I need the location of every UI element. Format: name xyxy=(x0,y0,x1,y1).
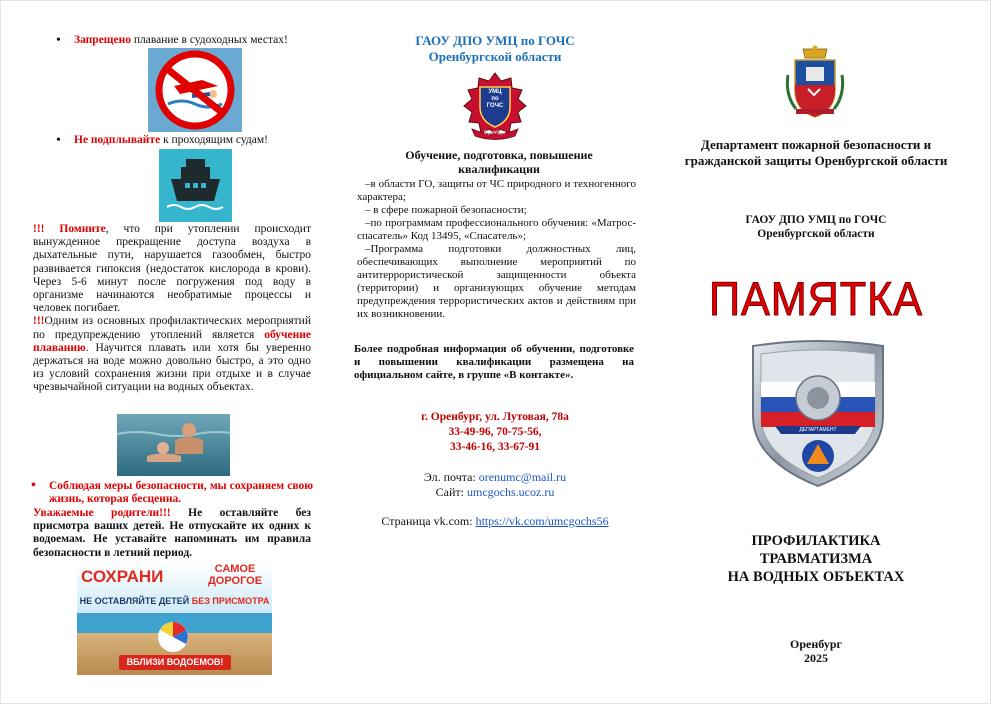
training-item: ‒ в сфере пожарной безопасности; xyxy=(365,204,527,216)
topic-title: ПРОФИЛАКТИКА ТРАВМАТИЗМА НА ВОДНЫХ ОБЪЕКТАХ xyxy=(727,533,905,585)
memo-title: ПАМЯТКА xyxy=(708,272,924,325)
rule-no-approaching-ships: • Не подплывайте к проходящим судам! xyxy=(74,134,324,146)
drowning-warning-text xyxy=(33,223,311,395)
right-org-name: ГАОУ ДПО УМЦ по ГОЧС Оренбургской области xyxy=(745,214,887,240)
prevention-paragraph: !!!Одним из основных профилактических мероприятий по предупреждению утоплений является обучение плаванию. Научится плавать или хотя бы уверенно держаться на воде можно довольно быстро, а это одно из условий сохранения жизни при отдыхе и в случае чрезвычайной ситуации на водных объектах. xyxy=(33,315,311,394)
ship-sign-image xyxy=(159,149,232,222)
rule-no-swimming: • Запрещено плавание в судоходных местах! xyxy=(74,34,324,46)
training-item: ‒по программам профессионального обучения: «Матрос-спасатель» Код 13495, «Спасатель»; xyxy=(357,217,636,242)
swimming-lesson-photo xyxy=(117,414,230,476)
email-link[interactable]: orenumc@mail.ru xyxy=(478,470,567,484)
poster-dont-leave: НЕ ОСТАВЛЯЙТЕ ДЕТЕЙ БЕЗ ПРИСМОТРА xyxy=(79,596,270,606)
vk-link[interactable]: https://vk.com/umcgochs56 xyxy=(475,514,609,528)
parents-paragraph: Уважаемые родители!!! Не оставляйте без присмотра ваших детей. Не отпускайте их одних к водоемам. Не уставайте напоминать им правила безопасности в летний период. xyxy=(33,507,311,559)
site-link[interactable]: umcgochs.ucoz.ru xyxy=(467,485,555,499)
remember-paragraph: !!! Помните, что при утоплении происходит вынужденное прекращение доступа воздуха в дыхательные пути, нарушается газообмен, быстро развивается гипоксия (недостаток кислорода в крови). Через 5-6 минут после погружения под воду в организме начинаются необратимые процессы и человек погибает. xyxy=(33,223,311,315)
left-column xyxy=(31,1,316,703)
more-info-text: Более подробная информация об обучении, подготовке и повышении квалификации размещена на официальном сайте, в группе «В контакте». xyxy=(354,343,634,381)
email-line: Эл. почта: orenumc@mail.ru xyxy=(423,470,567,484)
poster-most-precious: САМОЕ ДОРОГОЕ xyxy=(207,563,263,587)
middle-column xyxy=(354,1,636,703)
poster-near-water: ВБЛИЗИ ВОДОЕМОВ! xyxy=(126,657,224,667)
department-name: Департамент пожарной безопасности и гражданской защиты Оренбургской области xyxy=(684,137,948,168)
umc-gochs-emblem xyxy=(458,71,532,141)
no-swimming-sign-image xyxy=(148,48,242,132)
city-year: Оренбург 2025 xyxy=(790,637,842,665)
emblem-text: УМЦ по ГОЧС xyxy=(486,89,504,109)
training-item: ‒в области ГО, защиты от ЧС природного и техногенного характера; xyxy=(357,178,636,203)
middle-org-name: ГАОУ ДПО УМЦ по ГОЧС Оренбургской области xyxy=(415,33,575,64)
shield-ribbon: ДЕПАРТАМЕНТ xyxy=(799,427,837,433)
child-safety-poster xyxy=(77,563,272,675)
contact-address: г. Оренбург, ул. Лутовая, 78а 33-49-96, 70-75-56, 33-46-16, 33-67-91 xyxy=(421,411,569,453)
orenburg-coat-of-arms xyxy=(784,45,846,121)
right-column xyxy=(676,1,956,703)
training-list xyxy=(357,178,636,321)
civil-defense-shield xyxy=(749,338,887,488)
training-title: Обучение, подготовка, повышение квалификации xyxy=(405,148,593,176)
training-item: ‒Программа подготовки должностных лиц, обеспечивающих выполнение мероприятий по антитеррористической защищенности объекта (территории) и организующих обучение методам предупреждения террористических актов и действиям при их возникновении. xyxy=(357,243,636,320)
contact-online xyxy=(354,470,636,500)
emblem-ribbon: Оренбург xyxy=(483,130,506,136)
poster-save: СОХРАНИ xyxy=(81,567,164,586)
vk-line: Страница vk.com: https://vk.com/umcgochs56 xyxy=(381,514,609,528)
safety-bullet: • Соблюдая меры безопасности, мы сохраняем свою жизнь, которая бесценна. xyxy=(49,480,313,506)
site-line: Сайт: umcgochs.ucoz.ru xyxy=(435,485,555,499)
